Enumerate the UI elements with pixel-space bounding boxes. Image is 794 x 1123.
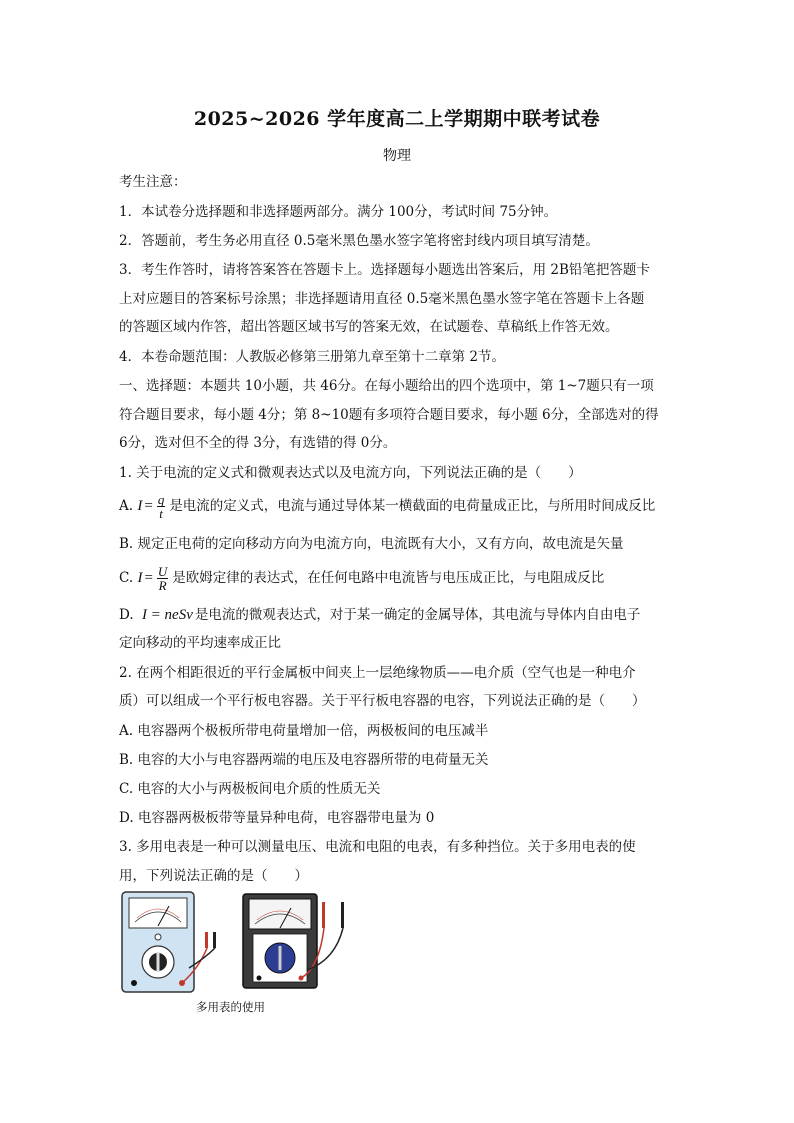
q1-stem: 1. 关于电流的定义式和微观表达式以及电流方向，下列说法正确的是（ ） [119,465,582,481]
option-text: 是电流的定义式，电流与通过导体某一横截面的电荷量成正比，与所用时间成反比 [169,498,656,514]
fraction-numerator: q [157,491,165,507]
section-instructions: 符合题目要求，每小题 4分；第 8~10题有多项符合题目要求，每小题 6分，全部选对的得 [119,407,659,423]
option-text: 是欧姆定律的表达式，在任何电路中电流皆与电压成正比，与电阻成反比 [172,570,605,586]
notice-item: 3．考生作答时，请将答案答在答题卡上。选择题每小题选出答案后，用 2B铅笔把答题卡 [119,262,650,278]
option-label: C. [119,570,134,586]
notice-item: 2．答题前，考生务必用直径 0.5毫米黑色墨水签字笔将密封线内项目填写清楚。 [119,233,599,249]
q3-stem: 3. 多用电表是一种可以测量电压、电流和电阻的电表，有多种挡位。关于多用电表的使 [119,839,636,855]
q2-option-a: A. 电容器两个极板所带电荷量增加一倍，两极板间的电压减半 [119,723,489,739]
notice-item: 4．本卷命题范围：人教版必修第三册第九章至第十二章第 2节。 [119,349,505,365]
q2-option-d: D. 电容器两极板带等量异种电荷，电容器带电量为 0 [119,810,435,826]
multimeter-figure [119,888,359,998]
q2-stem: 2. 在两个相距很近的平行金属板中间夹上一层绝缘物质——电介质（空气也是一种电介 [119,665,636,681]
notice-item: 1．本试卷分选择题和非选择题两部分。满分 100分，考试时间 75分钟。 [119,204,558,220]
multimeter-left-icon [122,892,194,992]
page-title: 2025~2026 学年度高二上学期期中联考试卷 [193,108,601,130]
fraction [157,493,166,520]
formula-current-definition [137,492,167,520]
fraction-numerator: U [157,563,168,579]
q2-stem-cont: 质）可以组成一个平行板电容器。关于平行板电容器的电容，下列说法正确的是（ ） [119,693,646,709]
q2-option-b: B. 电容的大小与电容器两端的电压及电容器所带的电荷量无关 [119,752,489,768]
fraction-denominator: R [158,577,167,593]
figure-caption: 多用表的使用 [196,1000,265,1014]
option-label: D. [119,607,134,623]
section-instructions: 一、选择题：本题共 10小题，共 46分。在每小题给出的四个选项中，第 1~7题只有一项 [119,378,654,394]
fraction [157,565,168,592]
q1-option-b: B. 规定正电荷的定向移动方向为电流方向，电流既有大小，又有方向，故电流是矢量 [119,536,624,552]
notice-item: 的答题区域内作答，超出答题区域书写的答案无效，在试题卷、草稿纸上作答无效。 [119,319,619,335]
q1-option-d [119,606,679,624]
formula-ohms-law [137,564,170,592]
notice-item: 上对应题目的答案标号涂黑；非选择题请用直径 0.5毫米黑色墨水签字笔在答题卡上各题 [119,291,645,307]
equals-sign: = [144,570,153,586]
section-instructions: 6分，选对但不全的得 3分，有选错的得 0分。 [119,435,397,451]
q2-option-c: C. 电容的大小与两极板间电介质的性质无关 [119,781,381,797]
q1-option-a [119,492,679,520]
q3-stem-cont: 用，下列说法正确的是（ ） [119,868,308,884]
formula-microscopic-current: I = neSv [141,607,193,623]
q1-option-d-cont: 定向移动的平均速率成正比 [119,635,281,651]
notice-heading: 考生注意： [119,174,187,190]
option-text: 是电流的微观表达式，对于某一确定的金属导体，其电流与导体内自由电子 [194,607,641,623]
option-label: A. [119,498,134,514]
fraction-denominator: t [159,505,163,521]
equals-sign: = [144,498,153,514]
formula-lhs: I [137,570,143,586]
subject-label: 物理 [383,148,411,164]
q1-option-c [119,564,679,592]
formula-lhs: I [137,498,143,514]
